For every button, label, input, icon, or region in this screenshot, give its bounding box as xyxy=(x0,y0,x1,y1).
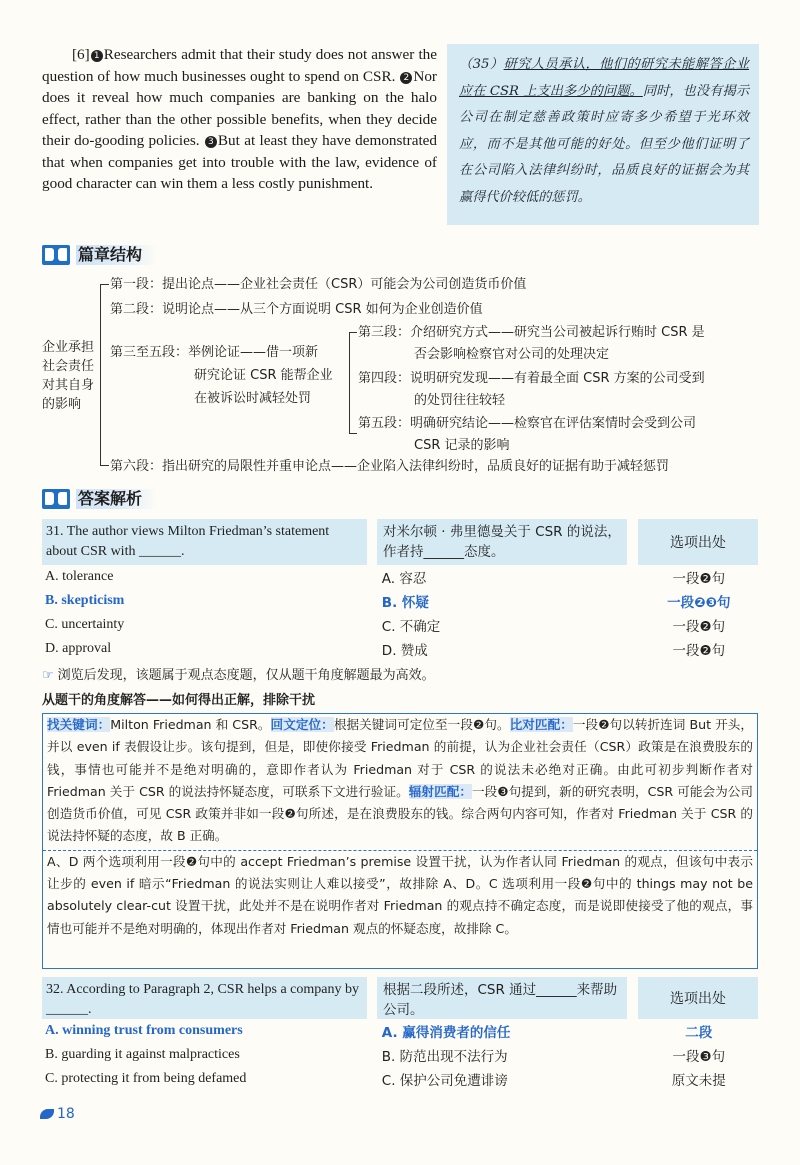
sentence-3: But at least they have demonstrated that when companies get into trouble with the law, evidence of good character can win them a less costly punishment. xyxy=(42,132,437,192)
para3-line1: 第三段：介绍研究方式——研究当公司被起诉行贿时 CSR 是 xyxy=(358,325,705,340)
para4-line2: 的处罚往往较轻 xyxy=(414,393,506,408)
source-header: 选项出处 xyxy=(638,519,758,565)
structure-root: 企业承担社会责任对其自身的影响 xyxy=(42,340,95,412)
para-number: [6] xyxy=(72,46,90,63)
analysis-box xyxy=(42,713,758,969)
book-icon xyxy=(42,245,70,265)
keyword-label: 比对匹配： xyxy=(509,717,573,732)
sentence-1: Researchers admit that their study does not answer the question of how much businesses ought to spend on CSR. xyxy=(42,46,437,85)
tip-note xyxy=(42,664,435,683)
option-src: 一段❸句 xyxy=(672,1049,726,1065)
translation-rest: 同时，也没有揭示公司在制定慈善政策时应寄多少希望于光环效应，而不是其他可能的好处。但至少他们证明了在公司陷入法律纠纷时，品质良好的证据会为其赢得代价较低的惩罚。 xyxy=(459,83,750,205)
option-zh: D. 赞成 xyxy=(381,643,428,659)
option-en: C. protecting it from being defamed xyxy=(45,1071,247,1086)
option-src: 一段❷❸句 xyxy=(667,595,731,611)
option-zh: B. 怀疑 xyxy=(381,595,429,611)
option-en: A. tolerance xyxy=(45,569,114,584)
question-31-table xyxy=(42,519,758,661)
structure-diagram xyxy=(42,275,762,480)
para5-line2: CSR 记录的影响 xyxy=(414,438,510,453)
sentence-2: Nor does it reveal how much companies are banking on the halo effect, rather than the other possible benefits, when they decide their do-gooding policies. xyxy=(42,67,437,149)
option-row xyxy=(42,1043,758,1067)
main-bracket xyxy=(100,284,109,466)
option-zh: C. 不确定 xyxy=(381,619,441,635)
keyword-label: 辐射匹配： xyxy=(408,783,472,799)
leaf-icon xyxy=(40,1109,54,1119)
option-row-correct xyxy=(42,589,758,613)
option-src: 一段❷句 xyxy=(672,571,726,587)
option-src: 一段❷句 xyxy=(672,643,726,659)
option-zh: C. 保护公司免遭诽谤 xyxy=(381,1073,508,1089)
question-32-header xyxy=(42,977,758,1019)
para35-line3: 在被诉讼时减轻处罚 xyxy=(194,391,312,406)
sub-bracket xyxy=(349,332,357,434)
option-en: B. skepticism xyxy=(45,593,125,608)
question-32-zh: 根据二段所述，CSR 通过______来帮助公司。 xyxy=(377,977,627,1019)
analysis-distractors: A、D 两个选项利用一段❷句中的 accept Friedman’s premise 设置干扰，认为作者认同 Friedman 的观点，但该句中表示让步的 even if 暗示“Friedman 的说法实则让人难以接受”，故排除 A、D。C 选项利用一段❷句中的 things may not be absolutely clear-cut 设置干扰，此处并不是在说明作者对 Friedman 的观点持不确定态度，而是说即使接受了他的观点，事情也可能并不是绝对明确的，体现出作者对 Friedman 观点的怀疑态度，故排除 C。 xyxy=(43,850,757,940)
option-src: 原文未提 xyxy=(671,1073,726,1089)
option-src: 一段❷句 xyxy=(672,619,726,635)
question-32-en: 32. According to Paragraph 2, CSR helps a company by ______. xyxy=(42,977,367,1019)
sentence-marker-1: 1 xyxy=(91,50,103,62)
sentence-marker-3: 3 xyxy=(205,136,217,148)
source-header: 选项出处 xyxy=(638,977,758,1019)
analysis-text: 一段❸句提到，新的研究表明，CSR 可能会为公司创造货币价值，可见 CSR 政策并非如一段❷句所述，是在浪费股东的钱。综合两句内容可知，作者对 Friedman 关于 CSR 的说法持怀疑的态度，故 B 正确。 xyxy=(47,783,753,844)
option-row xyxy=(42,613,758,637)
structure-header xyxy=(42,245,156,265)
para4-line1: 第四段：说明研究发现——有着最全面 CSR 方案的公司受到 xyxy=(358,371,705,386)
option-zh: A. 赢得消费者的信任 xyxy=(381,1025,511,1041)
para6-summary: 第六段：指出研究的局限性并重申论点——企业陷入法律纠纷时，品质良好的证据有助于减轻惩罚 xyxy=(110,459,670,474)
option-row xyxy=(42,565,758,589)
english-passage xyxy=(42,44,437,195)
option-row xyxy=(42,637,758,661)
page-number xyxy=(40,1106,75,1122)
sentence-marker-2: 2 xyxy=(400,72,412,84)
option-en: B. guarding it against malpractices xyxy=(45,1047,240,1062)
keyword-label: 回文定位： xyxy=(270,717,334,732)
question-31-header xyxy=(42,519,758,565)
para5-line1: 第五段：明确研究结论——检察官在评估案情时会受到公司 xyxy=(358,416,697,431)
option-row xyxy=(42,1067,758,1091)
analysis-text: 一段❷句以转折连词 But 开头，并以 even if 表假设让步。该句提到，但是，即使你接受 Friedman 的前提，认为企业社会责任（CSR）政策是在浪费股东的钱，事情也可能并不是绝对明确的，意即作者认为 Friedman 对于 CSR 的说法未必绝对正确。由此可初步判断作者对 Friedman 关于 CSR 的说法持怀疑态度，可联系下文进行验证。 xyxy=(47,717,754,799)
answers-title: 答案解析 xyxy=(76,489,156,509)
option-en: A. winning trust from consumers xyxy=(45,1023,243,1038)
method-line: 从题干的角度解答——如何得出正解，排除干扰 xyxy=(42,693,316,708)
analysis-text: 根据关键词可定位至一段❷句。 xyxy=(333,717,510,732)
option-zh: B. 防范出现不法行为 xyxy=(381,1049,508,1065)
para3-line2: 否会影响检察官对公司的处理决定 xyxy=(414,347,610,362)
question-31-zh: 对米尔顿 · 弗里德曼关于 CSR 的说法，作者持______态度。 xyxy=(377,519,627,565)
option-en: C. uncertainty xyxy=(45,617,125,632)
para35-line2: 研究论证 CSR 能帮企业 xyxy=(194,368,333,383)
question-31-en: 31. The author views Milton Friedman’s statement about CSR with ______. xyxy=(42,519,367,565)
para2-summary: 第二段：说明论点——从三个方面说明 CSR 如何为企业创造价值 xyxy=(110,302,483,317)
analysis-main xyxy=(43,714,757,848)
book-icon xyxy=(42,489,70,509)
translation-underlined: 研究人员承认，他们的研究未能解答企业应在 CSR 上支出多少的问题。 xyxy=(459,57,749,99)
option-zh: A. 容忍 xyxy=(381,571,427,587)
structure-title: 篇章结构 xyxy=(76,245,156,265)
option-src: 二段 xyxy=(685,1025,713,1041)
pointing-hand-icon: ☞ xyxy=(42,668,54,683)
para1-summary: 第一段：提出论点——企业社会责任（CSR）可能会为公司创造货币价值 xyxy=(110,277,527,292)
keyword-label: 找关键词： xyxy=(47,717,111,732)
question-32-table xyxy=(42,977,758,1091)
option-row-correct xyxy=(42,1019,758,1043)
analysis-text: Milton Friedman 和 CSR。 xyxy=(110,717,271,732)
page-number-text: 18 xyxy=(57,1106,75,1122)
option-en: D. approval xyxy=(45,641,112,656)
chinese-translation xyxy=(447,44,759,225)
tip-text: 浏览后发现，该题属于观点态度题，仅从题干角度解题最为高效。 xyxy=(57,668,435,683)
translation-number: （35） xyxy=(459,57,504,72)
para35-line1: 第三至五段：举例论证——借一项新 xyxy=(110,345,319,360)
answers-header xyxy=(42,489,156,509)
